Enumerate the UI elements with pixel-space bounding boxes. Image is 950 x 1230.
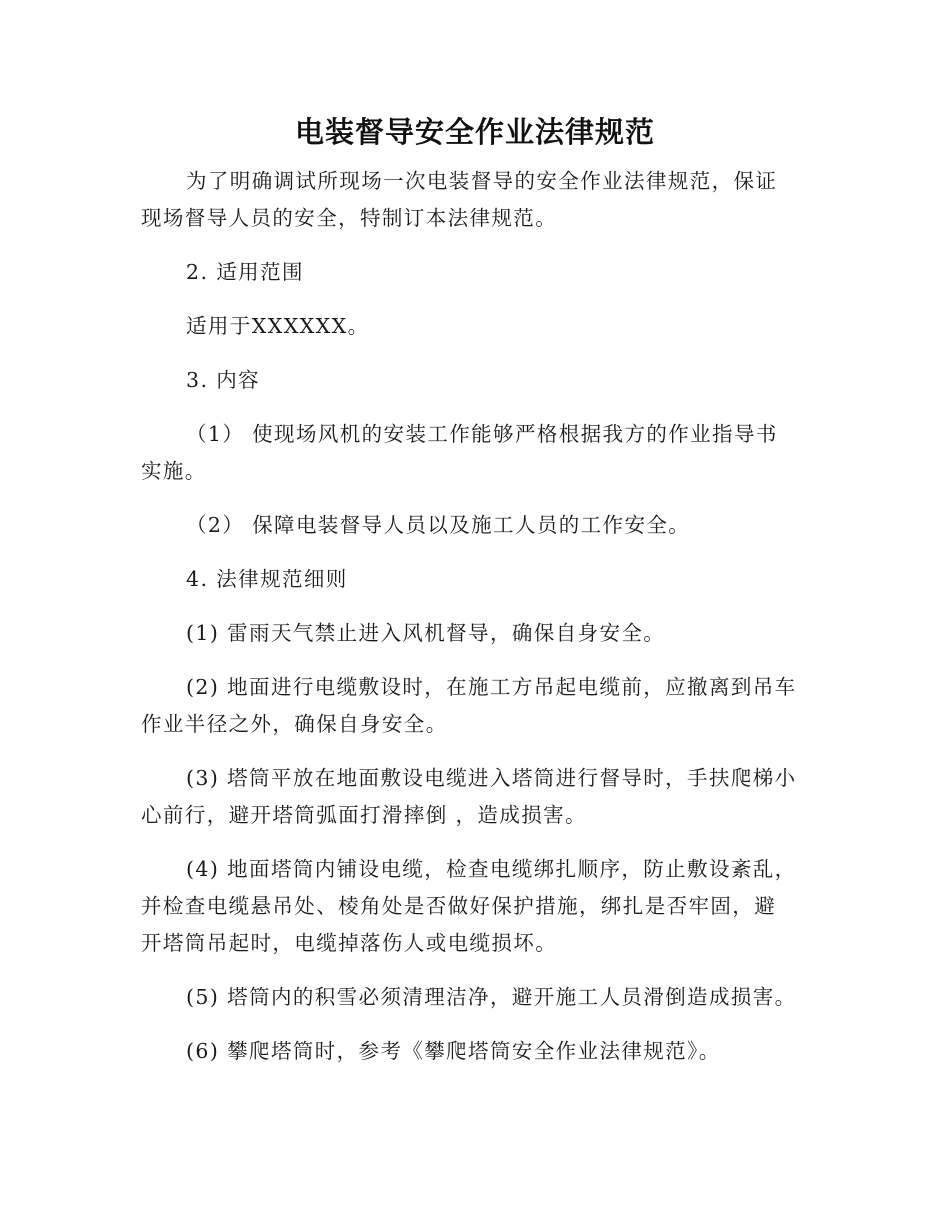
rule-item-1: (1) 雷雨天气禁止进入风机督导，确保自身安全。: [186, 621, 666, 645]
rule-item-2: (2) 地面进行电缆敷设时，在施工方吊起电缆前，应撤离到吊车作业半径之外，确保自身安全。: [141, 675, 797, 736]
section-heading-scope: 2. 适用范围: [186, 260, 304, 284]
rule-item-6: (6) 攀爬塔筒时，参考《攀爬塔筒安全作业法律规范》。: [186, 1039, 721, 1063]
section-heading-content: 3. 内容: [186, 368, 261, 392]
scope-paragraph: 适用于XXXXXX。: [186, 314, 370, 338]
rule-item-3: (3) 塔筒平放在地面敷设电缆进入塔筒进行督导时，手扶爬梯小心前行，避开塔筒弧面打滑摔倒 ，造成损害。: [141, 766, 797, 827]
document-title: 电装督导安全作业法律规范: [294, 115, 655, 149]
intro-paragraph: 为了明确调试所现场一次电装督导的安全作业法律规范，保证现场督导人员的安全，特制订本法律规范。: [141, 169, 778, 230]
content-item-1: （1） 使现场风机的安装工作能够严格根据我方的作业指导书实施。: [141, 422, 778, 483]
content-item-2: （2） 保障电装督导人员以及施工人员的工作安全。: [186, 513, 691, 537]
rule-item-4: (4) 地面塔筒内铺设电缆，检查电缆绑扎顺序，防止敷设紊乱，并检查电缆悬吊处、棱角处是否做好保护措施，绑扎是否牢固，避开塔筒吊起时，电缆掉落伤人或电缆损坏。: [141, 857, 797, 955]
document-body: [141, 163, 797, 1070]
rule-item-5: (5) 塔筒内的积雪必须清理洁净，避开施工人员滑倒造成损害。: [186, 985, 797, 1009]
section-heading-rules: 4. 法律规范细则: [186, 567, 348, 591]
